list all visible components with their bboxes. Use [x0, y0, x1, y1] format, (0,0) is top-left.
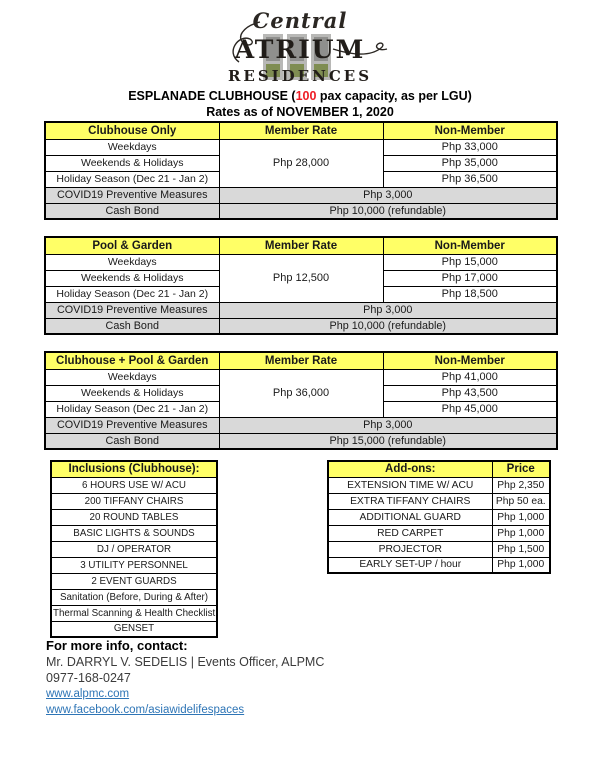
addon-item-price: Php 2,350 [492, 477, 550, 493]
page-title [0, 88, 600, 104]
addons-price-header: Price [492, 461, 550, 477]
non-member-header: Non-Member [383, 122, 557, 139]
table-title-cell: Clubhouse + Pool & Garden [45, 352, 219, 369]
member-rate-header: Member Rate [219, 122, 383, 139]
inclusion-item: 2 EVENT GUARDS [51, 573, 217, 589]
non-member-value: Php 45,000 [383, 401, 557, 417]
member-rate-header: Member Rate [219, 237, 383, 254]
inclusion-item: DJ / OPERATOR [51, 541, 217, 557]
addon-item-price: Php 1,000 [492, 525, 550, 541]
addon-item-price: Php 1,000 [492, 509, 550, 525]
inclusions-title: Inclusions (Clubhouse): [51, 461, 217, 477]
inclusion-item: BASIC LIGHTS & SOUNDS [51, 525, 217, 541]
non-member-value: Php 17,000 [383, 270, 557, 286]
table-title-cell: Clubhouse Only [45, 122, 219, 139]
addon-item-price: Php 1,500 [492, 541, 550, 557]
contact-person: Mr. DARRYL V. SEDELIS | Events Officer, ALPMC [46, 655, 325, 669]
addon-item-label: EARLY SET-UP / hour [328, 557, 492, 573]
row-label-weekends: Weekends & Holidays [45, 155, 219, 171]
row-label-weekends: Weekends & Holidays [45, 270, 219, 286]
row-label-weekdays: Weekdays [45, 254, 219, 270]
non-member-value: Php 36,500 [383, 171, 557, 187]
non-member-value: Php 35,000 [383, 155, 557, 171]
covid-measures-value: Php 3,000 [219, 187, 557, 203]
pax-capacity-value: 100 [295, 89, 317, 103]
cash-bond-value: Php 10,000 (refundable) [219, 203, 557, 219]
logo-main-text: ATRIUM [234, 35, 366, 64]
non-member-header: Non-Member [383, 237, 557, 254]
row-label-weekdays: Weekdays [45, 139, 219, 155]
contact-phone: 0977-168-0247 [46, 671, 131, 685]
covid-measures-value: Php 3,000 [219, 417, 557, 433]
addon-item-label: EXTENSION TIME W/ ACU [328, 477, 492, 493]
row-label-holiday-season: Holiday Season (Dec 21 - Jan 2) [45, 286, 219, 302]
rate-table-clubhouse-pool-garden [44, 351, 558, 450]
covid-measures-label: COVID19 Preventive Measures [45, 302, 219, 318]
rates-date-subtitle: Rates as of NOVEMBER 1, 2020 [206, 105, 394, 119]
inclusion-item: Thermal Scanning & Health Checklist [51, 605, 217, 621]
covid-measures-label: COVID19 Preventive Measures [45, 187, 219, 203]
addons-table [327, 460, 551, 574]
addon-item-price: Php 50 ea. [492, 493, 550, 509]
addon-item-label: PROJECTOR [328, 541, 492, 557]
contact-heading: For more info, contact: [46, 638, 188, 653]
non-member-header: Non-Member [383, 352, 557, 369]
non-member-value: Php 43,500 [383, 385, 557, 401]
rate-table-clubhouse-only [44, 121, 558, 220]
rate-table-pool-garden [44, 236, 558, 335]
logo-script-text: Central [252, 8, 348, 33]
cash-bond-value: Php 10,000 (refundable) [219, 318, 557, 334]
contact-block [46, 638, 324, 718]
non-member-value: Php 33,000 [383, 139, 557, 155]
non-member-value: Php 41,000 [383, 369, 557, 385]
row-label-weekdays: Weekdays [45, 369, 219, 385]
inclusions-table [50, 460, 218, 638]
member-rate-value: Php 12,500 [219, 254, 383, 302]
cash-bond-label: Cash Bond [45, 433, 219, 449]
row-label-holiday-season: Holiday Season (Dec 21 - Jan 2) [45, 171, 219, 187]
inclusion-item: 6 HOURS USE W/ ACU [51, 477, 217, 493]
member-rate-value: Php 28,000 [219, 139, 383, 187]
logo-sub-text: RESIDENCES [227, 67, 373, 85]
covid-measures-label: COVID19 Preventive Measures [45, 417, 219, 433]
non-member-value: Php 18,500 [383, 286, 557, 302]
addon-item-price: Php 1,000 [492, 557, 550, 573]
inclusion-item: 200 TIFFANY CHAIRS [51, 493, 217, 509]
addon-item-label: RED CARPET [328, 525, 492, 541]
page-title-block [0, 88, 600, 120]
member-rate-header: Member Rate [219, 352, 383, 369]
title-prefix: ESPLANADE CLUBHOUSE ( [128, 89, 296, 103]
facebook-link[interactable]: www.facebook.com/asiawidelifespaces [46, 704, 245, 716]
table-title-cell: Pool & Garden [45, 237, 219, 254]
cash-bond-label: Cash Bond [45, 318, 219, 334]
addon-item-label: EXTRA TIFFANY CHAIRS [328, 493, 492, 509]
inclusion-item: 20 ROUND TABLES [51, 509, 217, 525]
row-label-holiday-season: Holiday Season (Dec 21 - Jan 2) [45, 401, 219, 417]
row-label-weekends: Weekends & Holidays [45, 385, 219, 401]
website-link[interactable]: www.alpmc.com [46, 688, 130, 700]
addon-item-label: ADDITIONAL GUARD [328, 509, 492, 525]
cash-bond-value: Php 15,000 (refundable) [219, 433, 557, 449]
non-member-value: Php 15,000 [383, 254, 557, 270]
addons-title: Add-ons: [328, 461, 492, 477]
title-suffix: pax capacity, as per LGU) [316, 89, 472, 103]
inclusion-item: GENSET [51, 621, 217, 637]
inclusion-item: 3 UTILITY PERSONNEL [51, 557, 217, 573]
member-rate-value: Php 36,000 [219, 369, 383, 417]
cash-bond-label: Cash Bond [45, 203, 219, 219]
central-atrium-logo [205, 4, 395, 88]
inclusion-item: Sanitation (Before, During & After) [51, 589, 217, 605]
covid-measures-value: Php 3,000 [219, 302, 557, 318]
